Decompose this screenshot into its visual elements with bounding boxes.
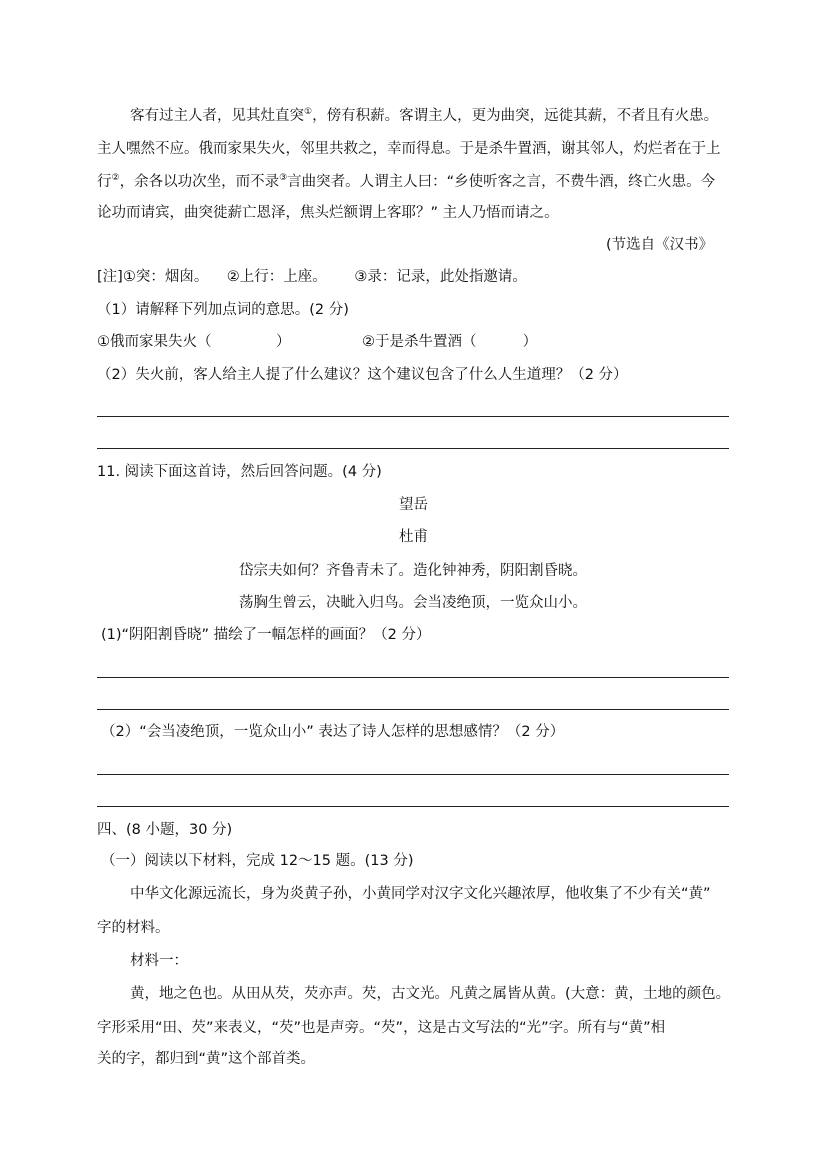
- intro-line-1: 中华文化源远流长，身为炎黄子孙，小黄同学对汉字文化兴趣浓厚，他收集了不少有关“黄”: [130, 886, 711, 902]
- passage-text: 客有过主人者，见其灶直突: [130, 108, 304, 124]
- answer-line[interactable]: [97, 709, 729, 710]
- passage-source: (节选自《汉书》: [606, 237, 714, 253]
- q11-part1: (1)“阴阳割昏晓” 描绘了一幅怎样的画面？（2 分）: [101, 627, 431, 643]
- passage-text: 言曲突者。人谓主人曰：“乡使听客之言，不费牛酒，终亡火患。今: [287, 174, 716, 190]
- q10-item1: ①俄而家果失火（ ）: [97, 334, 291, 350]
- footnote-mark-2: ②: [111, 173, 120, 183]
- passage-text: ，傍有积薪。客谓主人，更为曲突，远徙其薪，不者且有火患。: [312, 108, 719, 124]
- poem-title: 望岳: [399, 497, 428, 513]
- passage-line-4: 论功而请宾，曲突徙薪亡恩泽，焦头烂额谓上客耶？” 主人乃悟而请之。: [97, 205, 559, 221]
- section4-heading: 四、(8 小题，30 分): [97, 822, 233, 838]
- answer-line[interactable]: [97, 448, 729, 449]
- passage-line-1: [130, 106, 718, 126]
- footnote-mark-1: ①: [304, 107, 313, 117]
- q10-item2: ②于是杀牛置酒（ ）: [362, 334, 538, 350]
- passage-text: 行: [97, 174, 112, 190]
- material1-line-3: 关的字，都归到“黄”这个部首类。: [97, 1051, 316, 1067]
- material1-line-1: 黄，地之色也。从田从芡，芡亦声。芡，古文光。凡黄之属皆从黄。(大意：黄，土地的颜色。: [130, 986, 731, 1002]
- passage-line-2: 主人嘿然不应。俄而家果失火，邻里共救之，幸而得息。于是杀牛置酒，谢其邻人，灼烂者在于上: [97, 141, 721, 157]
- passage-text: ，余各以功次坐，而不录: [119, 174, 280, 190]
- answer-line[interactable]: [97, 774, 729, 775]
- material1-line-2: 字形采用“田、芡”来表义，“芡”也是声旁。“芡”，这是古文写法的“光”字。所有与“黄”相: [97, 1020, 666, 1036]
- poem-author: 杜甫: [399, 529, 428, 545]
- intro-line-2: 字的材料。: [97, 920, 170, 936]
- q10-part2: （2）失火前，客人给主人提了什么建议？这个建议包含了什么人生道理？（2 分）: [97, 367, 628, 383]
- q11-heading: 11. 阅读下面这首诗，然后回答问题。(4 分): [97, 464, 382, 480]
- answer-line[interactable]: [97, 806, 729, 807]
- material1-label: 材料一：: [130, 953, 188, 969]
- poem-line-1: 岱宗夫如何？齐鲁青未了。造化钟神秀，阴阳割昏晓。: [239, 563, 587, 579]
- answer-line[interactable]: [97, 416, 729, 417]
- q10-part1: （1）请解释下列加点词的意思。(2 分): [97, 302, 349, 318]
- footnote-mark-3: ③: [279, 173, 288, 183]
- section4-subheading: （一）阅读以下材料，完成 12～15 题。(13 分): [101, 853, 414, 869]
- answer-line[interactable]: [97, 677, 729, 678]
- q11-part2: （2）“会当凌绝顶，一览众山小” 表达了诗人怎样的思想感情？（2 分）: [101, 724, 565, 740]
- poem-line-2: 荡胸生曾云，决眦入归鸟。会当凌绝顶，一览众山小。: [239, 595, 587, 611]
- annotations: [注]①突：烟囱。 ②上行：上座。 ③录：记录，此处指邀请。: [97, 269, 527, 285]
- passage-line-3: [97, 172, 715, 192]
